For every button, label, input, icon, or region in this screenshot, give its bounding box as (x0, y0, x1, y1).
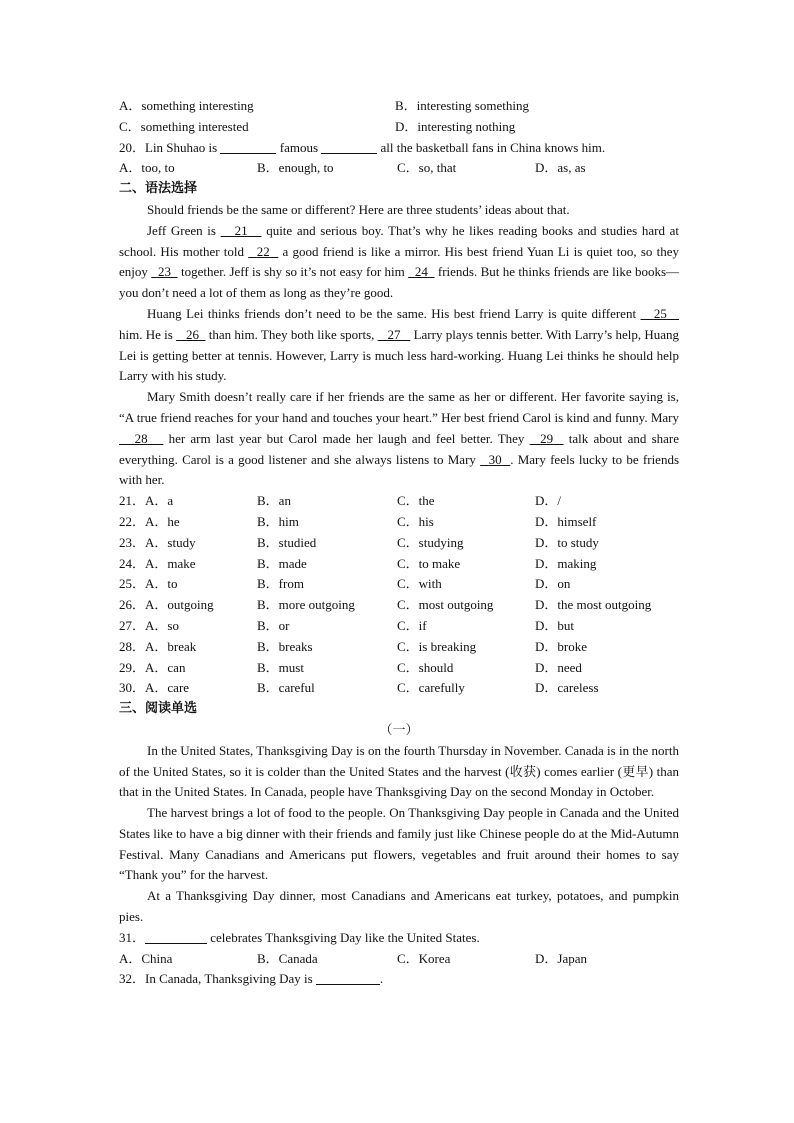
question-number-and-option-a (119, 574, 178, 595)
option-a: A．break (145, 638, 197, 654)
option-c: C．carefully (397, 680, 465, 696)
option-c: C．most outgoing (397, 597, 494, 613)
option-c: C．his (397, 513, 434, 529)
passage-2-paragraph-2: The harvest brings a lot of food to the people. On Thanksgiving Day people in Canada and the United States like to have a big dinner with their friends and family just like Chinese people do at the Mid-Autumn Festival. Many Canadians and Americans put flowers, vegetables and fruit around their homes to say “Thank you” for the harvest. (119, 805, 679, 883)
q19-option-b: B．interesting something (395, 98, 529, 113)
q31-option-d: D．Japan (535, 950, 587, 966)
question-number: 25． (119, 576, 146, 592)
blank-25 (641, 306, 680, 321)
option-b: B．made (257, 555, 307, 571)
q20-stem-b: famous (276, 139, 322, 155)
q31-options (119, 949, 679, 970)
grammar-question-row (119, 533, 679, 554)
question-number: 26． (119, 597, 146, 613)
option-a: A．care (145, 680, 190, 696)
q31-blank (145, 929, 207, 944)
passage-1-paragraph-3 (119, 387, 679, 491)
section-2-title: 二、语法选择 (119, 181, 198, 197)
option-a: A．study (145, 534, 196, 550)
blank-22-number: 22 (256, 243, 270, 259)
option-d: D．/ (535, 493, 562, 509)
q20-stem-c: all the basketball fans in China knows him. (377, 139, 606, 155)
grammar-question-row (119, 595, 679, 616)
blank-30-number: 30 (488, 451, 502, 467)
text-segment: a good friend is like a mirror. His best friend Yuan Li is quiet too, so they enjoy (119, 243, 680, 280)
grammar-question-row (119, 491, 679, 512)
question-number-and-option-a (119, 595, 214, 616)
option-d: D．broke (535, 638, 587, 654)
text-segment: her arm last year but Carol made her laugh and feel better. They (163, 430, 530, 446)
option-c: C．the (397, 493, 435, 509)
option-a: A．so (145, 617, 179, 633)
text-segment: Huang Lei thinks friends don’t need to be the same. His best friend Larry is quite different (147, 305, 641, 321)
q31-option-c: C．Korea (397, 950, 451, 966)
blank-22 (248, 244, 278, 259)
q32-blank (316, 970, 380, 985)
option-b: B．more outgoing (257, 597, 355, 613)
q20-stem (119, 138, 679, 159)
option-b: B．breaks (257, 638, 313, 654)
q31-stem-a: 31． (119, 929, 146, 945)
text-segment: friends. But he thinks friends are like books—you don’t need a lot of them as long as they’re good. (119, 264, 680, 301)
q20-option-a: A．too, to (119, 160, 175, 176)
text-segment: Larry plays tennis better. With Larry’s help, Huang Lei is getting better at tennis. However, Larry is much less hard-working. Huang Lei thinks he should help Larry with his study. (119, 326, 680, 384)
option-c: C．studying (397, 534, 464, 550)
q32-stem-b: . (379, 971, 384, 987)
grammar-question-row (119, 574, 679, 595)
text-segment: . Mary feels lucky to be friends with her. (119, 451, 680, 488)
grammar-question-row (119, 512, 679, 533)
q20-option-b: B．enough, to (257, 160, 334, 176)
question-number-and-option-a (119, 616, 179, 637)
question-number: 27． (119, 617, 146, 633)
option-d: D．the most outgoing (535, 597, 652, 613)
blank-25-number: 25 (653, 305, 667, 321)
option-d: D．to study (535, 534, 599, 550)
option-b: B．must (257, 659, 304, 675)
option-a: A．outgoing (145, 597, 214, 613)
question-number: 23． (119, 534, 146, 550)
q20-blank-1 (220, 139, 276, 154)
option-d: D．need (535, 659, 582, 675)
q31-stem (119, 928, 679, 949)
blank-28-number: 28 (134, 430, 148, 446)
option-a: A．he (145, 513, 180, 529)
blank-27-number: 27 (387, 326, 401, 342)
q20-blank-2 (321, 139, 377, 154)
option-b: B．careful (257, 680, 315, 696)
blank-29-number: 29 (540, 430, 554, 446)
blank-26-number: 26 (185, 326, 199, 342)
option-a: A．can (145, 659, 186, 675)
question-number-and-option-a (119, 491, 173, 512)
blank-23 (151, 264, 177, 279)
option-b: B．an (257, 493, 291, 509)
q19-option-a: A．something interesting (119, 98, 254, 113)
q19-options-row-1 (119, 96, 679, 117)
q32-stem-a: 32．In Canada, Thanksgiving Day is (119, 971, 316, 987)
text-segment: talk about and share everything. Carol is a good listener and she always listens to Mary (119, 430, 680, 467)
text-segment: than him. They both like sports, (205, 326, 378, 342)
grammar-question-row (119, 678, 679, 699)
text-segment: Mary Smith doesn’t really care if her friends are the same as her or different. Her favorite saying is, “A true friend reaches for your hand and touches your heart.” Her best friend Carol is kind and funny. Mary (119, 389, 679, 425)
q31-stem-b: celebrates Thanksgiving Day like the United States. (207, 929, 480, 945)
question-number-and-option-a (119, 658, 185, 679)
blank-30 (480, 452, 510, 467)
part-1-label: （一） (379, 721, 419, 737)
q20-stem-a: 20．Lin Shuhao is (119, 139, 221, 155)
blank-26 (176, 327, 205, 342)
question-number: 24． (119, 555, 146, 571)
text-segment: quite and serious boy. That’s why he likes reading books and studies hard at school. His mother told (119, 222, 680, 259)
question-number: 22． (119, 513, 146, 529)
passage-1-paragraph-1 (119, 221, 679, 304)
option-b: B．him (257, 513, 299, 529)
passage-2-paragraph-1: In the United States, Thanksgiving Day is on the fourth Thursday in November. Canada is in the north of the United States, so it is colder than the United States and the harvest (收获) comes earlier (更早) than that in the United States. In Canada, people have Thanksgiving Day on the second Monday in October. (119, 742, 679, 800)
option-c: C．is breaking (397, 638, 477, 654)
option-d: D．himself (535, 513, 597, 529)
q20-option-d: D．as, as (535, 160, 586, 176)
passage-2-paragraph-3: At a Thanksgiving Day dinner, most Canadians and Americans eat turkey, potatoes, and pumpkin pies. (119, 888, 679, 925)
option-c: C．with (397, 576, 442, 592)
question-number: 21． (119, 493, 146, 509)
option-d: D．on (535, 576, 571, 592)
blank-23-number: 23 (157, 264, 171, 280)
grammar-question-list (119, 491, 679, 699)
text-segment: Jeff Green is (147, 222, 221, 238)
q19-options-row-2 (119, 117, 679, 138)
q20-option-c: C．so, that (397, 160, 457, 176)
question-number-and-option-a (119, 637, 196, 658)
question-number-and-option-a (119, 512, 180, 533)
option-b: B．from (257, 576, 304, 592)
passage-1-intro: Should friends be the same or different? Here are three students’ ideas about that. (147, 201, 570, 217)
blank-24-number: 24 (414, 264, 428, 280)
question-number: 28． (119, 638, 146, 654)
blank-27 (378, 327, 411, 342)
question-number: 30． (119, 680, 146, 696)
grammar-question-row (119, 658, 679, 679)
option-c: C．if (397, 617, 427, 633)
blank-28 (119, 431, 163, 446)
option-c: C．to make (397, 555, 461, 571)
q20-options (119, 158, 679, 179)
option-d: D．but (535, 617, 575, 633)
q32-stem (119, 969, 679, 990)
question-number-and-option-a (119, 554, 196, 575)
grammar-question-row (119, 616, 679, 637)
option-a: A．a (145, 493, 174, 509)
option-b: B．studied (257, 534, 317, 550)
q19-option-d: D．interesting nothing (395, 118, 516, 134)
q31-option-a: A．China (119, 950, 173, 966)
blank-21 (221, 223, 262, 238)
text-segment: him. He is (119, 326, 177, 342)
text-segment: together. Jeff is shy so it’s not easy for him (177, 264, 409, 280)
option-d: D．careless (535, 680, 599, 696)
option-a: A．to (145, 576, 178, 592)
worksheet-page (119, 96, 679, 990)
question-number-and-option-a (119, 533, 196, 554)
q19-option-c: C．something interested (119, 118, 249, 134)
passage-1-paragraph-2 (119, 304, 679, 387)
blank-24 (408, 264, 434, 279)
section-3-title: 三、阅读单选 (119, 701, 198, 717)
option-c: C．should (397, 659, 454, 675)
option-d: D．making (535, 555, 597, 571)
blank-21-number: 21 (234, 222, 248, 238)
question-number-and-option-a (119, 678, 189, 699)
question-number: 29． (119, 659, 146, 675)
q31-option-b: B．Canada (257, 950, 318, 966)
grammar-question-row (119, 554, 679, 575)
blank-29 (530, 431, 564, 446)
option-b: B．or (257, 617, 290, 633)
grammar-question-row (119, 637, 679, 658)
option-a: A．make (145, 555, 196, 571)
